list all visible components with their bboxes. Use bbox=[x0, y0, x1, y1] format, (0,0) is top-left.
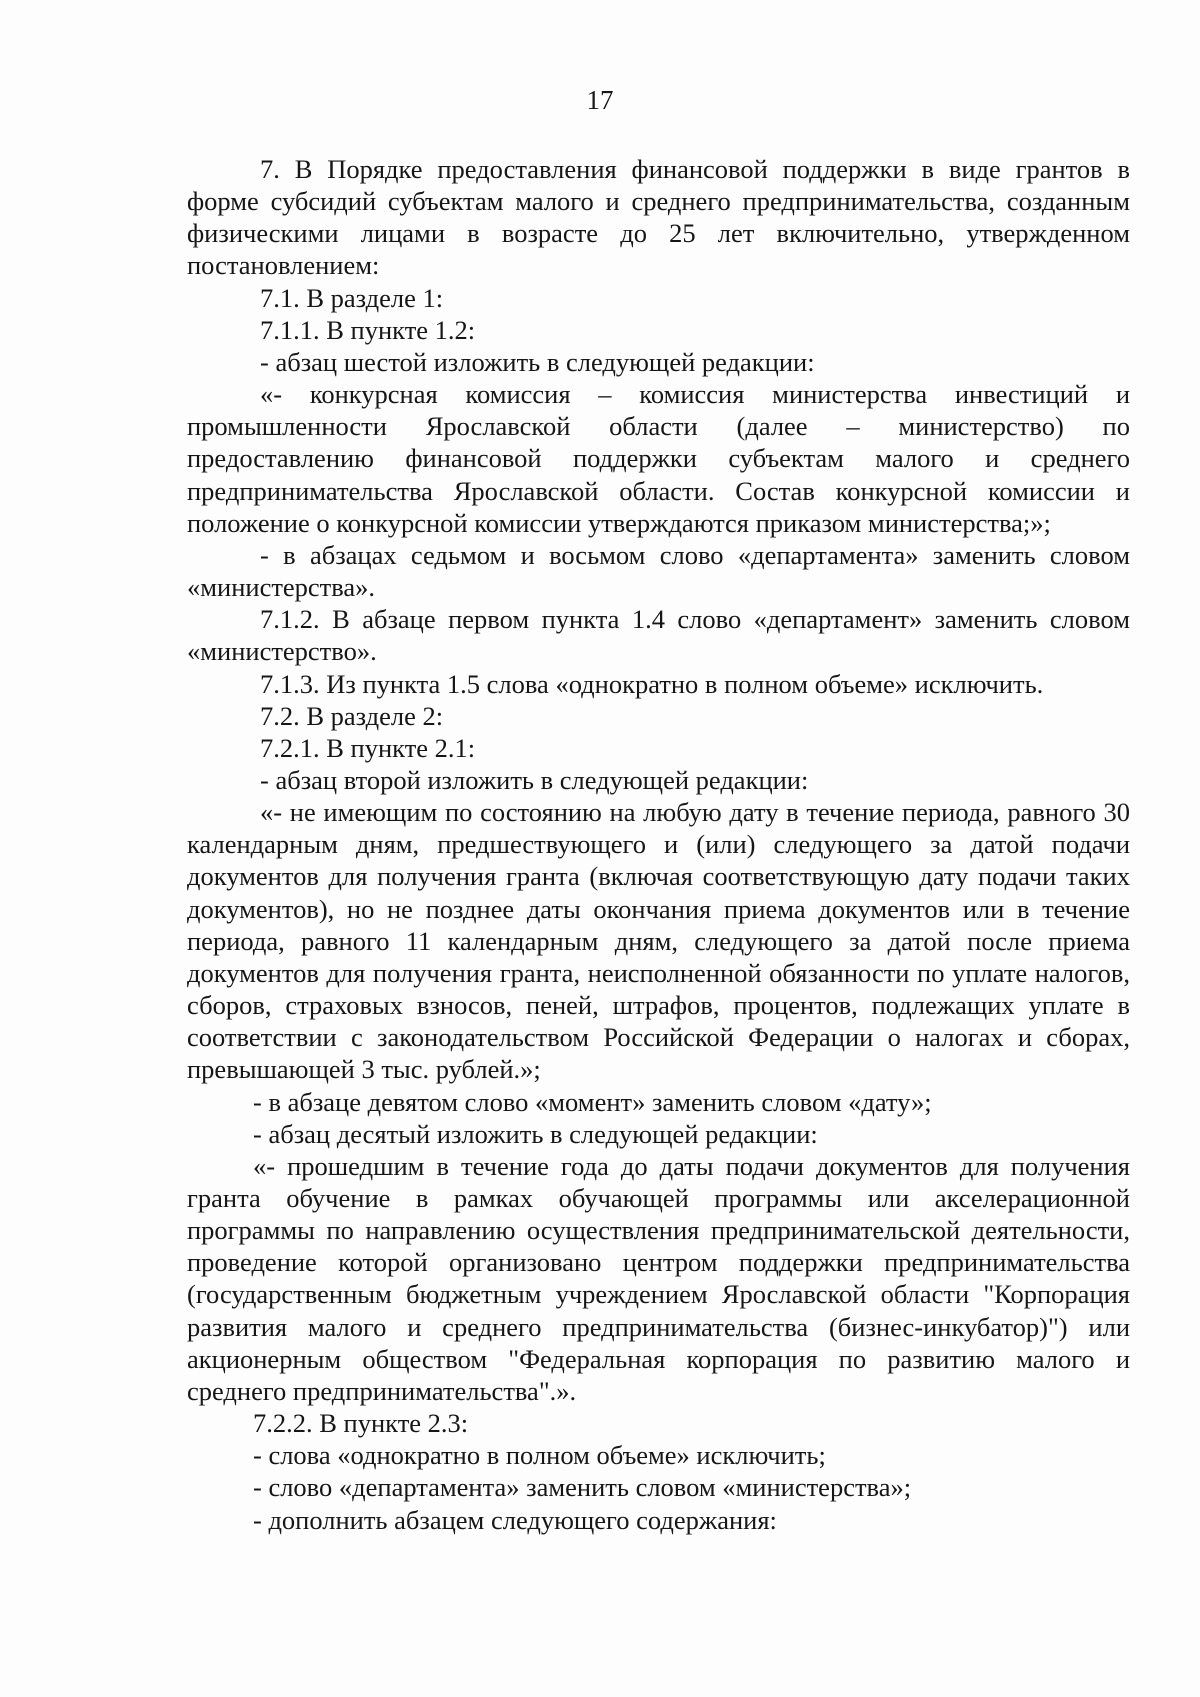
paragraph-abzac-10: - абзац десятый изложить в следующей редакции: bbox=[253, 1118, 818, 1149]
paragraph-words-excluded: - слова «однократно в полном объеме» исключить; bbox=[253, 1440, 826, 1471]
paragraph-7-2-1: 7.2.1. В пункте 2.1: bbox=[260, 732, 476, 763]
paragraph-word-replaced: - слово «департамента» заменить словом «министерства»; bbox=[253, 1472, 912, 1503]
paragraph-quote-training: «- прошедшим в течение года до даты подачи документов для получения гранта обучение в рамках обучающей программы или акселерационной программы по направлению осуществления предпринимательской деятельности, проведение которой организовано центром поддержки предпринимательства (государственным бюджетным учреждением Ярославской области "Корпорация развития малого и среднего предпринимательства (бизнес-инкубатор)") или акционерным обществом "Федеральная корпорация по развитию малого и среднего предпринимательства".». bbox=[187, 1150, 1130, 1406]
paragraph-7-1-2: 7.1.2. В абзаце первом пункта 1.4 слово «департамент» заменить словом «министерство». bbox=[187, 604, 1130, 667]
paragraph-7-1-3: 7.1.3. Из пункта 1.5 слова «однократно в полном объеме» исключить. bbox=[260, 668, 1044, 699]
paragraph-abzac-6: - абзац шестой изложить в следующей редакции: bbox=[260, 346, 815, 377]
paragraph-7-2-2: 7.2.2. В пункте 2.3: bbox=[253, 1408, 469, 1439]
page-number: 17 bbox=[586, 85, 614, 115]
paragraph-abzac-9: - в абзаце девятом слово «момент» заменить словом «дату»; bbox=[253, 1086, 932, 1117]
paragraph-7: 7. В Порядке предоставления финансовой поддержки в виде грантов в форме субсидий субъектам малого и среднего предпринимательства, созданным физическими лицами в возрасте до 25 лет включительно, утвержденном постановлением: bbox=[187, 154, 1130, 281]
paragraph-abzac-7-8: - в абзацах седьмом и восьмом слово «департамента» заменить словом «министерства». bbox=[187, 539, 1130, 603]
paragraph-7-1-1: 7.1.1. В пункте 1.2: bbox=[260, 314, 476, 345]
paragraph-quote-taxes: «- не имеющим по состоянию на любую дату в течение периода, равного 30 календарным дням, предшествующего и (или) следующего за датой подачи документов для получения гранта (включая соответствующую дату подачи таких документов), но не позднее даты окончания приема документов или в течение периода, равного 11 календарным дням, следующего за датой после приема документов для получения гранта, неисполненной обязанности по уплате налогов, сборов, страховых взносов, пеней, штрафов, процентов, подлежащих уплате в соответствии с законодательством Российской Федерации о налогах и сборах, превышающей 3 тыс. рублей.»; bbox=[187, 797, 1130, 1085]
paragraph-supplement: - дополнить абзацем следующего содержания: bbox=[253, 1504, 777, 1535]
paragraph-7-1: 7.1. В разделе 1: bbox=[260, 282, 444, 313]
document-body bbox=[187, 153, 1130, 1536]
paragraph-7-2: 7.2. В разделе 2: bbox=[260, 700, 444, 731]
paragraph-abzac-2: - абзац второй изложить в следующей редакции: bbox=[260, 764, 809, 795]
paragraph-quote-commission: «- конкурсная комиссия – комиссия министерства инвестиций и промышленности Ярославской области (далее – министерство) по предоставлению финансовой поддержки субъектам малого и среднего предпринимательства Ярославской области. Состав конкурсной комиссии и положение о конкурсной комиссии утверждаются приказом министерства;»; bbox=[187, 379, 1130, 538]
